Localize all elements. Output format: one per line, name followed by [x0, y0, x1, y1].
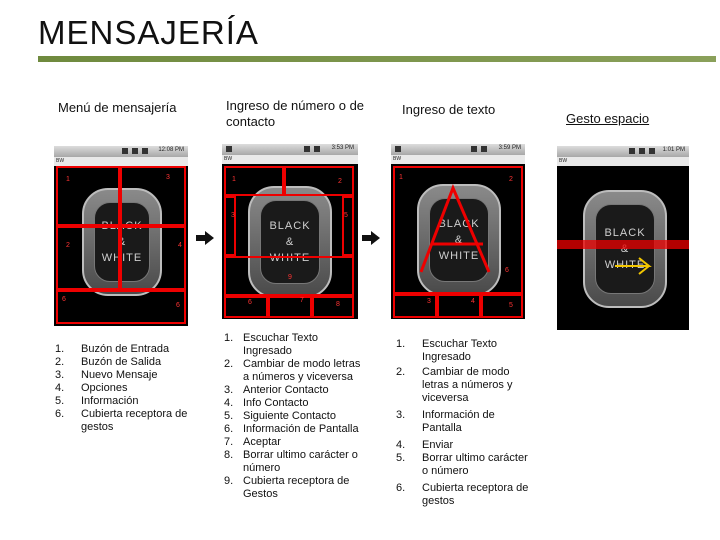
arrow-right-icon [362, 231, 380, 245]
gesture-zone-6[interactable] [224, 296, 268, 318]
battery-icon [649, 148, 655, 154]
list-item: 3. Anterior Contacto [224, 384, 329, 396]
header-text: Ingreso de texto [402, 102, 496, 117]
list-item: 5. Borrar ultimo carácter o número [396, 452, 528, 477]
list-item: 5. Información [55, 395, 139, 407]
signal-icon [629, 148, 635, 154]
gesture-zone-2[interactable] [56, 226, 120, 290]
list-item: 6. Información de Pantalla [224, 423, 359, 435]
gesture-zone-4[interactable] [120, 226, 186, 290]
bw-logo: BLACK & WHITE [429, 198, 489, 282]
bw-logo: BLACK WHITE [595, 204, 655, 294]
gesture-zone-7[interactable] [268, 296, 312, 318]
space-gesture-stroke [557, 166, 689, 330]
wifi-icon [639, 148, 645, 154]
list-item: 6. Cubierta receptora de gestos [55, 408, 188, 433]
phone-screenshot-space-gesture [557, 146, 689, 330]
page-title: MENSAJERÍA [38, 14, 259, 51]
gesture-zone-2[interactable] [284, 166, 354, 196]
notification-icon [226, 146, 232, 152]
list-menu [55, 343, 191, 434]
bw-logo: BLACK & WHITE [94, 202, 150, 282]
status-bar: 3:53 PM [222, 144, 358, 155]
header-menu: Menú de mensajería [58, 100, 177, 115]
title-underline [38, 56, 716, 62]
gesture-zone-8[interactable] [312, 296, 354, 318]
list-item: 4. Info Contacto [224, 397, 309, 409]
gesture-zone-3[interactable] [224, 196, 236, 256]
list-item: 1. Buzón de Entrada [55, 343, 170, 355]
signal-icon [122, 148, 128, 154]
battery-icon [481, 146, 487, 152]
signal-icon [471, 146, 477, 152]
status-bar: 12:08 PM [54, 146, 188, 157]
notification-icon [395, 146, 401, 152]
list-item: 8. Borrar ultimo carácter o número [224, 449, 358, 474]
list-item: 9. Cubierta receptora de Gestos [224, 475, 350, 500]
header-contact: Ingreso de número o de contacto [226, 98, 365, 129]
bw-logo: BLACK & WHITE [260, 200, 320, 284]
list-item: 2. Buzón de Salida [55, 356, 162, 368]
app-bar: BW [391, 155, 525, 164]
list-text [396, 338, 532, 508]
list-item: 1. Escuchar Texto Ingresado [396, 338, 498, 363]
gesture-a-stroke [391, 164, 525, 319]
wifi-icon [132, 148, 138, 154]
phone-screenshot-text: 3:59 PM BW BLACK & WHITE 1 2 6 3 4 5 [391, 144, 525, 319]
app-bar: BW [557, 157, 689, 166]
list-item: 3. Información de Pantalla [396, 409, 495, 434]
gesture-zone-6[interactable] [56, 290, 186, 324]
list-item: 1. Escuchar Texto Ingresado [224, 332, 319, 357]
list-item: 6. Cubierta receptora de gestos [396, 482, 529, 507]
list-item: 2. Cambiar de modo letras a números y viceversa [224, 358, 361, 383]
list-item: 3. Nuevo Mensaje [55, 369, 158, 381]
phone-screenshot-contact: 3:53 PM BW BLACK & WHITE 1 2 3 5 9 6 7 8 [222, 144, 358, 319]
list-item: 4. Enviar [396, 439, 454, 451]
app-bar: BW [54, 157, 188, 166]
arrow-right-icon [196, 231, 214, 245]
signal-icon [304, 146, 310, 152]
list-item: 7. Aceptar [224, 436, 281, 448]
status-bar: 1:01 PM [557, 146, 689, 157]
list-item: 5. Siguiente Contacto [224, 410, 336, 422]
list-item: 4. Opciones [55, 382, 128, 394]
phone-screenshot-menu: 12:08 PM BW BLACK & WHITE 1 3 2 4 6 6 [54, 146, 188, 326]
header-space-gesture: Gesto espacio [566, 111, 650, 126]
list-item: 2. Cambiar de modo letras a números y viceversa [396, 366, 513, 404]
gesture-zone-3[interactable] [120, 166, 186, 226]
status-bar: 3:59 PM [391, 144, 525, 155]
battery-icon [142, 148, 148, 154]
battery-icon [314, 146, 320, 152]
gesture-zone-1[interactable] [56, 166, 120, 226]
gesture-zone-5[interactable] [342, 196, 354, 256]
app-bar: BW [222, 155, 358, 164]
list-contact [224, 332, 363, 501]
